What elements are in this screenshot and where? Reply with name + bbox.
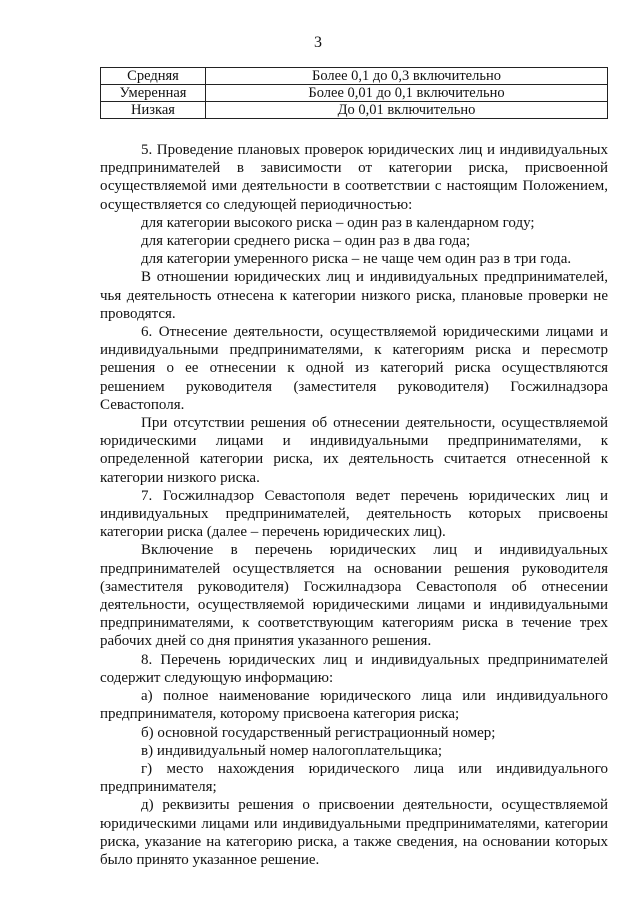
risk-criterion-cell: Более 0,1 до 0,3 включительно bbox=[206, 68, 608, 85]
table-row bbox=[101, 102, 608, 119]
risk-category-cell: Умеренная bbox=[101, 85, 206, 102]
paragraph-7: 7. Госжилнадзор Севастополя ведет перечень юридических лиц и индивидуальных предпринимателей, деятельность которых присвоены категории риска (далее – перечень юридических лиц). bbox=[100, 487, 608, 541]
risk-criterion-cell: Более 0,01 до 0,1 включительно bbox=[206, 85, 608, 102]
document-body bbox=[100, 141, 608, 869]
list-item-b: б) основной государственный регистрационный номер; bbox=[141, 724, 496, 741]
paragraph-low-risk: В отношении юридических лиц и индивидуальных предпринимателей, чья деятельность отнесена к категории низкого риска, плановые проверки не проводятся. bbox=[100, 269, 608, 322]
risk-category-cell: Средняя bbox=[101, 68, 206, 85]
list-item-a: а) полное наименование юридического лица или индивидуального предпринимателя, которому присвоена категория риска; bbox=[100, 688, 608, 723]
list-item-g: г) место нахождения юридического лица или индивидуального предпринимателя; bbox=[100, 760, 608, 796]
list-item-moderate-risk: для категории умеренного риска – не чаще чем один раз в три года. bbox=[141, 251, 572, 268]
paragraph-6: 6. Отнесение деятельности, осуществляемой юридическими лицами и индивидуальными предпринимателями, к категориям риска и пересмотр решения о ее отнесении к одной из категорий риска осуществляются решением руководителя (заместителя руководителя) Госжилнадзора Севастополя. bbox=[100, 324, 608, 413]
paragraph-5: 5. Проведение плановых проверок юридических лиц и индивидуальных предпринимателей в зависимости от категории риска, присвоенной осуществляемой ими деятельности в соответствии с настоящим Положением, осуществляется со следующей периодичностью: bbox=[100, 142, 608, 213]
risk-criterion-cell: До 0,01 включительно bbox=[206, 102, 608, 119]
list-item-medium-risk: для категории среднего риска – один раз в два года; bbox=[141, 233, 471, 250]
list-item-d: д) реквизиты решения о присвоении деятельности, осуществляемой юридическими лицами или индивидуальными предпринимателями, категории риска, указание на категорию риска, а также сведения, на основании которых было принято указанное решение. bbox=[100, 797, 608, 868]
list-item-v: в) индивидуальный номер налогоплательщика; bbox=[141, 742, 443, 759]
paragraph-6-default: При отсутствии решения об отнесении деятельности, осуществляемой юридическими лицами и индивидуальными предпринимателями, к определенной категории риска, их деятельность считается отнесенной к категории низкого риска. bbox=[100, 415, 608, 486]
risk-category-cell: Низкая bbox=[101, 102, 206, 119]
risk-category-table bbox=[100, 67, 608, 119]
page-number: 3 bbox=[314, 34, 322, 51]
paragraph-7-inclusion: Включение в перечень юридических лиц и индивидуальных предпринимателей осуществляется на основании решения руководителя (заместителя руководителя) Госжилнадзора Севастополя об отнесении деятельности, осуществляемой юридическими лицами и индивидуальными предпринимателями, к соответствующим категориям риска в течение трех рабочих дней со дня принятия указанного решения. bbox=[100, 542, 608, 650]
list-item-high-risk: для категории высокого риска – один раз в календарном году; bbox=[141, 214, 535, 231]
table-row bbox=[101, 68, 608, 85]
paragraph-8: 8. Перечень юридических лиц и индивидуальных предпринимателей содержит следующую информацию: bbox=[100, 651, 608, 686]
table-row bbox=[101, 85, 608, 102]
